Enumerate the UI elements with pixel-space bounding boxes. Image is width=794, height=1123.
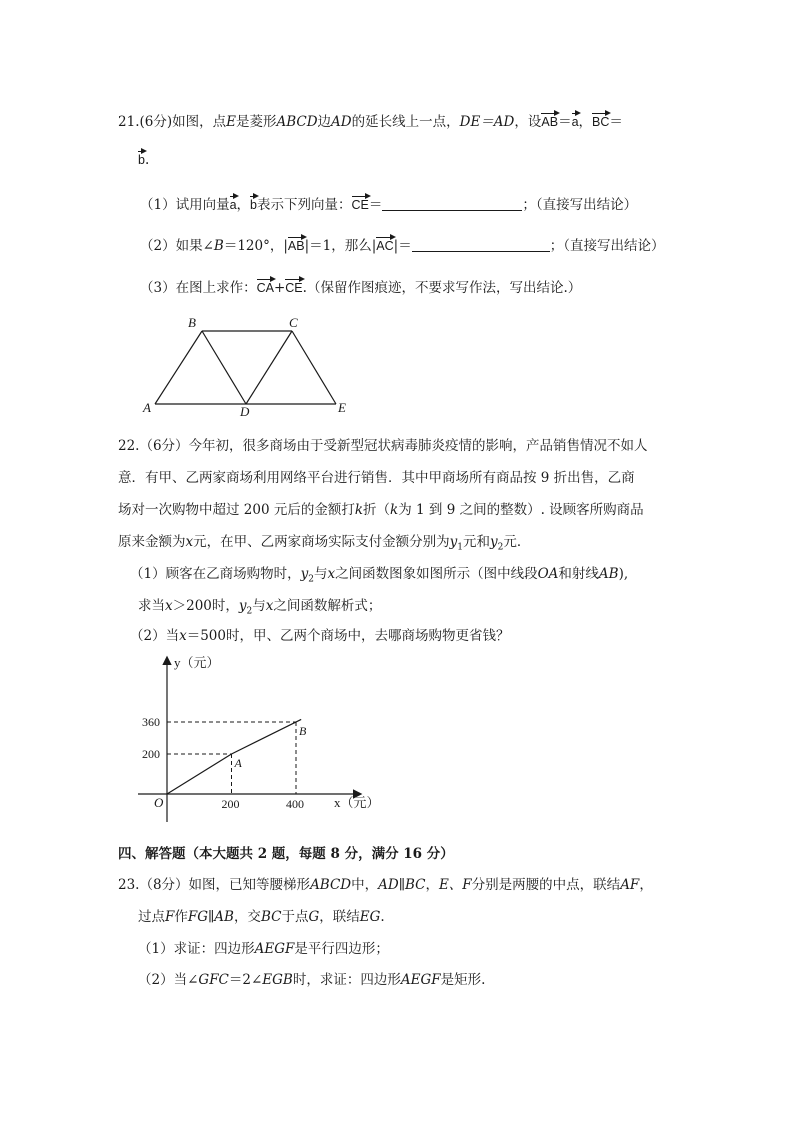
point-label-A: A [234,756,242,770]
edge-BD [202,331,246,404]
q21-part2: （2）如果∠B＝120°，|AB|＝1，那么|AC|＝ ；（直接写出结论） [140,238,665,254]
q23-part2: （2）当∠GFC＝2∠EGB时，求证：四边形AEGF是矩形. [138,972,486,988]
q22-part2: （2）当x＝500时，甲、乙两个商场中，去哪商场购物更省钱？ [130,628,510,644]
q21-stem-line2: b. [138,152,150,168]
q21-stem-line1: 21.(6分)如图，点E是菱形ABCD边AD的延长线上一点，DE＝AD，设AB＝a，BC＝ [118,114,623,130]
q22-function-graph [130,652,390,830]
vector-BC: BC [592,112,609,129]
edge-CE [292,331,336,404]
answer-blank-1[interactable] [382,196,522,211]
label-B: B [188,315,196,330]
x-tick-400: 400 [286,797,304,811]
q22-line2: 意．有甲、乙两家商场利用网络平台进行销售．其中甲商场所有商品按 9 折出售，乙商 [118,470,635,486]
edge-DC [246,331,292,404]
q21-number: 21 [118,114,136,130]
x-tick-200: 200 [221,797,240,811]
q21-part1: （1）试用向量a，b表示下列向量：CE＝ ；（直接写出结论） [140,197,638,213]
series-segment-1 [232,719,302,754]
section-4-title: 四、解答题（本大题共 2 题，每题 8 分，满分 16 分） [118,846,454,862]
point-label-B: B [299,724,307,738]
q22-part1: （1）顾客在乙商场购物时，$y_2$与x之间函数图象如图所示（图中线段OA和射线AB), [130,566,629,585]
q23-line2: 过点F作FG∥AB，交BC于点G，联结EG. [138,909,385,925]
q23-line1: 23.（8分）如图，已知等腰梯形ABCD中，AD∥BC，E、F分别是两腰的中点，联结AF， [118,877,653,893]
q22-line4: 原来金额为x元，在甲、乙两家商场实际支付金额分别为$y_1$元和$y_2$元． [118,534,531,553]
answer-blank-2[interactable] [412,237,550,252]
vector-AB: AB [541,112,558,129]
q22-part1-cont: 求当x＞200时，$y_2$与x之间函数解析式； [138,598,382,617]
vector-a: a [572,112,579,129]
q23-part1: （1）求证：四边形AEGF是平行四边形； [138,941,389,957]
y-tick-200: 200 [142,747,160,761]
y-axis-label: y（元） [174,655,220,670]
label-E: E [338,400,346,415]
q22-line3: 场对一次购物中超过 200 元后的金额打k折（k为 1 到 9 之间的整数）. 设顾客所购商品 [118,502,644,518]
label-A: A [143,400,151,415]
x-axis-label: x（元） [334,795,380,810]
vector-b: b [138,150,145,167]
origin-label: O [154,795,164,810]
label-C: C [289,315,298,330]
series-segment-0 [167,754,232,794]
q21-score: (6分) [139,114,173,130]
edge-AB [155,331,202,404]
q21-figure [130,310,360,420]
label-D: D [240,404,250,419]
q22-line1: 22.（6分）今年初，很多商场由于受新型冠状病毒肺炎疫情的影响，产品销售情况不如人 [118,438,648,454]
y-tick-360: 360 [142,715,160,729]
q21-part3: （3）在图上求作：CA+CE.（保留作图痕迹，不要求写作法，写出结论.） [140,280,582,296]
